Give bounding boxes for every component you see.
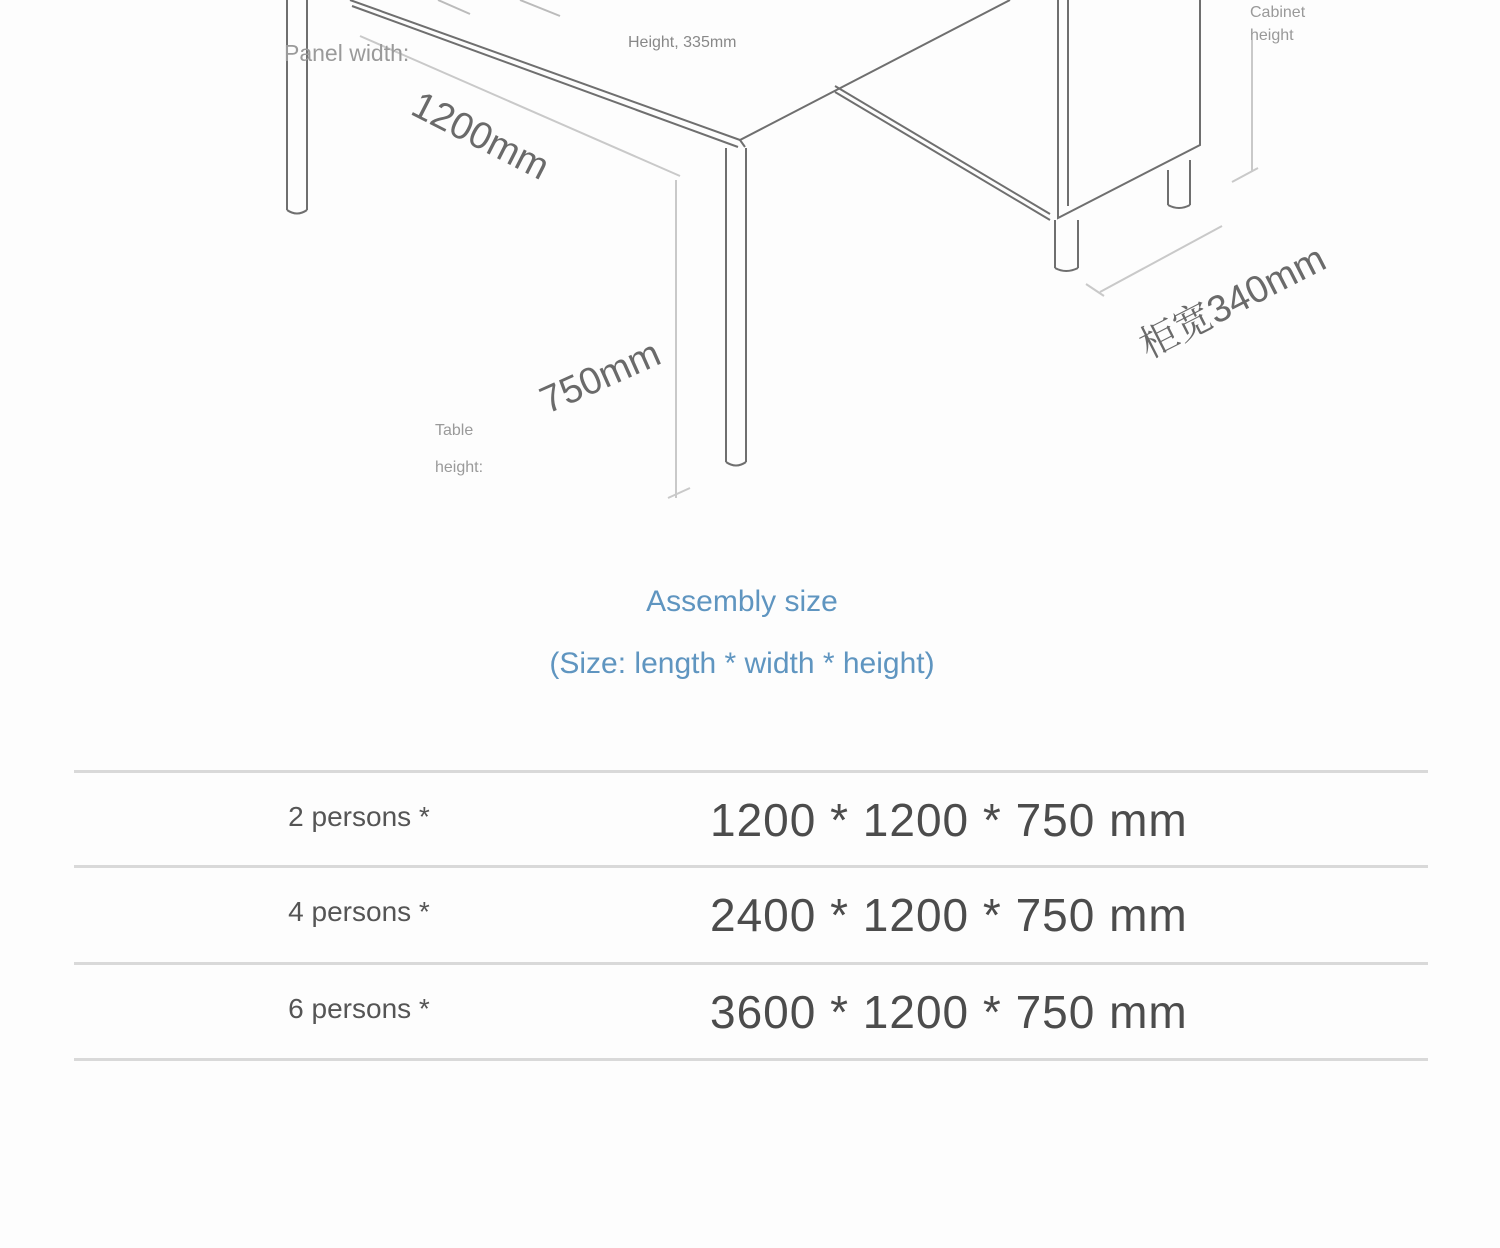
height-note: Height, 335mm: [628, 34, 737, 51]
dimensions-cell: 2400 * 1200 * 750 mm: [710, 889, 1188, 941]
table-height-dimension: 750mm: [534, 332, 667, 423]
cabinet-height-label-line2: height: [1250, 27, 1294, 44]
table-height-label: Table: [435, 422, 474, 439]
persons-cell: 4 persons *: [288, 896, 430, 927]
table-row: [74, 868, 1428, 962]
panel-width-label: Panel width:: [284, 40, 410, 66]
desk-dimension-diagram: [0, 0, 1500, 540]
assembly-size-title: Assembly size: [646, 585, 838, 618]
assembly-size-subtitle: (Size: length * width * height): [549, 647, 935, 680]
cabinet-width-dimension: 柜宽340mm: [1132, 237, 1333, 368]
persons-cell: 2 persons *: [288, 801, 430, 832]
table-row: [74, 965, 1428, 1059]
table-row: [74, 773, 1428, 867]
table-height-label-line2: height:: [435, 459, 484, 476]
persons-cell: 6 persons *: [288, 993, 430, 1024]
dimensions-cell: 1200 * 1200 * 750 mm: [710, 794, 1188, 846]
cabinet-height-label: Cabinet: [1250, 4, 1306, 21]
table-divider: [74, 1058, 1428, 1061]
length-dimension: 1200mm: [404, 84, 556, 189]
dimensions-cell: 3600 * 1200 * 750 mm: [710, 986, 1188, 1038]
